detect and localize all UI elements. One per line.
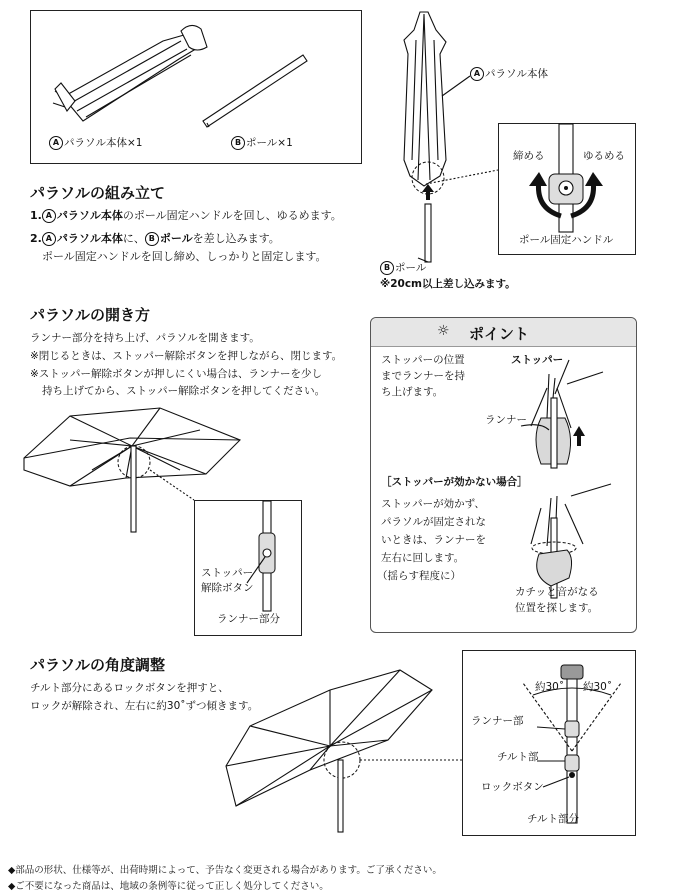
footer-note-2: ◆ご不要になった商品は、地域の条例等に従って正しく処分してください。	[8, 881, 329, 892]
assembly-step-2: 2. A パラソル本体に、 B ポールを差し込みます。	[30, 232, 280, 245]
point-click-1: カチッと音がなる	[515, 586, 599, 598]
angle-line-2: ロックが解除され、左右に約30˚ずつ傾きます。	[30, 700, 259, 712]
point-title: ポイント	[469, 325, 530, 343]
opening-line-3: ※ストッパー解除ボタンが押しにくい場合は、ランナーを少し	[30, 368, 322, 380]
point-text-3: ち上げます。	[381, 386, 444, 398]
point-stopper-label: ストッパー	[511, 354, 564, 366]
loosen-label: ゆるめる	[583, 150, 625, 162]
point-case-4: 左右に回します。	[381, 552, 465, 564]
tilt-part-label: チルト部	[497, 751, 539, 763]
point-case-2: パラソルが固定されな	[381, 516, 486, 528]
assembly-title: パラソルの組み立て	[30, 184, 166, 202]
opening-title: パラソルの開き方	[30, 306, 151, 324]
point-case-5: （揺らす程度に）	[377, 570, 461, 582]
assembly-step-1: 1. A パラソル本体のポール固定ハンドルを回し、ゆるめます。	[30, 209, 342, 222]
runner-part-label: ランナー部分	[217, 613, 280, 625]
point-text-1: ストッパーの位置	[381, 354, 465, 366]
assembly-body-label: A パラソル本体	[470, 66, 548, 82]
stopper-release-label-1: ストッパー	[201, 567, 254, 579]
angle-line-1: チルト部分にあるロックボタンを押すと、	[30, 682, 229, 694]
runner-part-label: ランナー部	[471, 715, 524, 727]
opening-line-4: 持ち上げてから、ストッパー解除ボタンを押してください。	[42, 385, 326, 397]
assembly-pole-label: B ポール	[380, 260, 426, 276]
point-runner-label: ランナー	[485, 414, 527, 426]
lightbulb-icon: ☼	[437, 323, 450, 339]
insert-note: ※20cm以上差し込みます。	[380, 278, 516, 290]
point-case-1: ストッパーが効かず、	[381, 498, 485, 510]
right-angle-label: 約30˚	[583, 681, 613, 693]
opening-line-2: ※閉じるときは、ストッパー解除ボタンを押しながら、閉じます。	[30, 350, 343, 362]
handle-label: ポール固定ハンドル	[519, 234, 614, 246]
footer-note-1: ◆部品の形状、仕様等が、出荷時期によって、予告なく変更される場合があります。ご了承ください。	[8, 865, 442, 876]
point-case-3: いときは、ランナーを	[381, 534, 486, 546]
point-click-2: 位置を探します。	[515, 602, 599, 614]
part-a-label: A パラソル本体×1	[49, 135, 142, 151]
marker-a: A	[49, 136, 63, 150]
marker-b: B	[231, 136, 245, 150]
tighten-label: 締める	[513, 150, 545, 162]
point-text-2: までランナーを持	[381, 370, 465, 382]
lock-button-label: ロックボタン	[481, 781, 544, 793]
angle-title: パラソルの角度調整	[30, 656, 166, 674]
left-angle-label: 約30˚	[535, 681, 565, 693]
part-b-label: B ポール×1	[231, 135, 293, 151]
opening-line-1: ランナー部分を持ち上げ、パラソルを開きます。	[30, 332, 260, 344]
point-case-title: ［ストッパーが効かない場合］	[381, 476, 528, 488]
assembly-step-2-line2: ポール固定ハンドルを回し締め、しっかりと固定します。	[42, 250, 327, 263]
tilt-section-label: チルト部分	[527, 813, 579, 825]
stopper-release-label-2: 解除ボタン	[201, 582, 254, 594]
tilt-detail-box	[462, 650, 636, 836]
